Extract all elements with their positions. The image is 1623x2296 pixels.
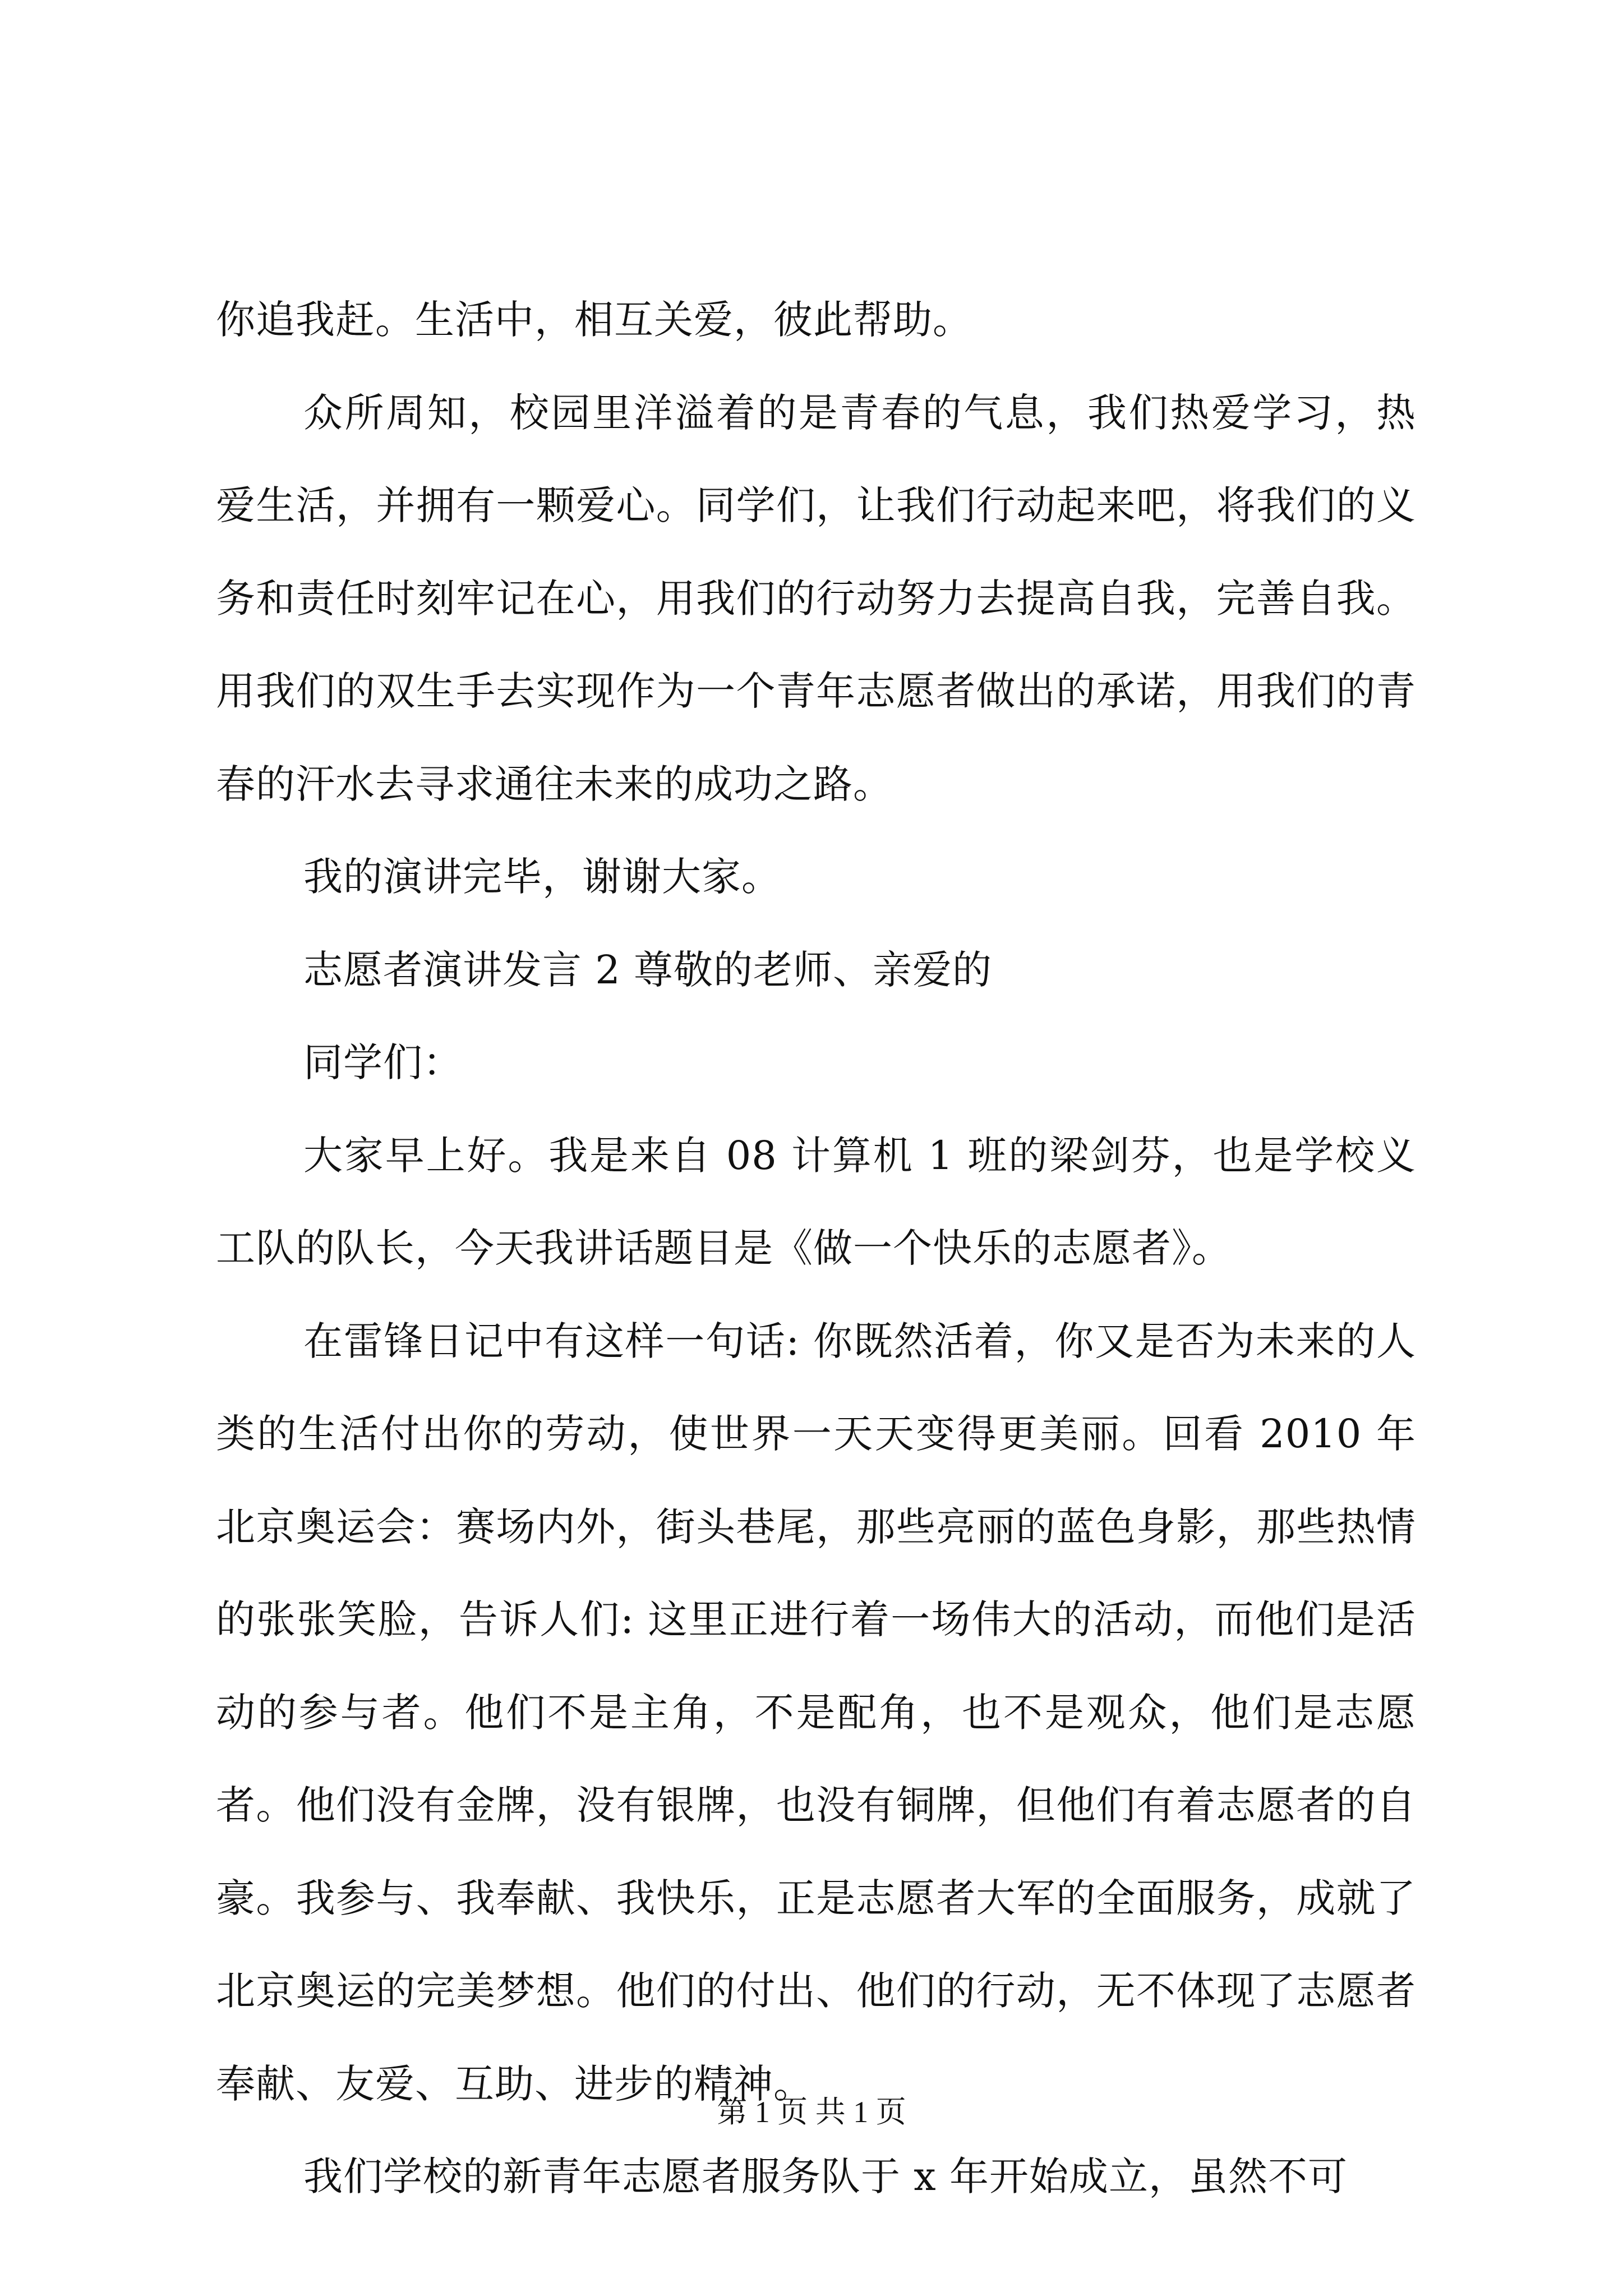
paragraph: 在雷锋日记中有这样一句话: 你既然活着，你又是否为未来的人类的生活付出你的劳动，使世界一天天变得更美丽。回看 2010 年北京奥运会：赛场内外，街头巷尾，那些亮丽的蓝色身影，那些热情的张张笑脸，告诉人们: 这里正进行着一场伟大的活动，而他们是活动的参与者。他们不是主角，不是配角，也不是观众，他们是志愿者。他们没有金牌，没有银牌，也没有铜牌，但他们有着志愿者的自豪。我参与、我奉献、我快乐，正是志愿者大军的全面服务，成就了北京奥运的完美梦想。他们的付出、他们的行动，无不体现了志愿者奉献、友爱、互助、进步的精神。 [216, 1318, 1416, 2107]
paragraph: 我的演讲完毕，谢谢大家。 [303, 854, 781, 900]
paragraph: 你追我赶。生活中，相互关爱，彼此帮助。 [216, 297, 972, 343]
page-footer: 第 1 页 共 1 页 [717, 2095, 906, 2129]
salutation: 同学们： [303, 1039, 463, 1085]
paragraph: 我们学校的新青年志愿者服务队于 x 年开始成立，虽然不可 [303, 2154, 1348, 2200]
paragraph: 大家早上好。我是来自 08 计算机 1 班的梁剑芬，也是学校义工队的队长，今天我讲话题目是《做一个快乐的志愿者》。 [216, 1132, 1416, 1271]
document-body [216, 274, 1416, 2224]
paragraph: 众所周知，校园里洋溢着的是青春的气息，我们热爱学习，热爱生活，并拥有一颗爱心。同学们，让我们行动起来吧，将我们的义务和责任时刻牢记在心，用我们的行动努力去提高自我，完善自我。用我们的双生手去实现作为一个青年志愿者做出的承诺，用我们的青春的汗水去寻求通往未来的成功之路。 [216, 389, 1416, 807]
section-heading-line: 志愿者演讲发言 2 尊敬的老师、亲爱的 [303, 946, 993, 993]
